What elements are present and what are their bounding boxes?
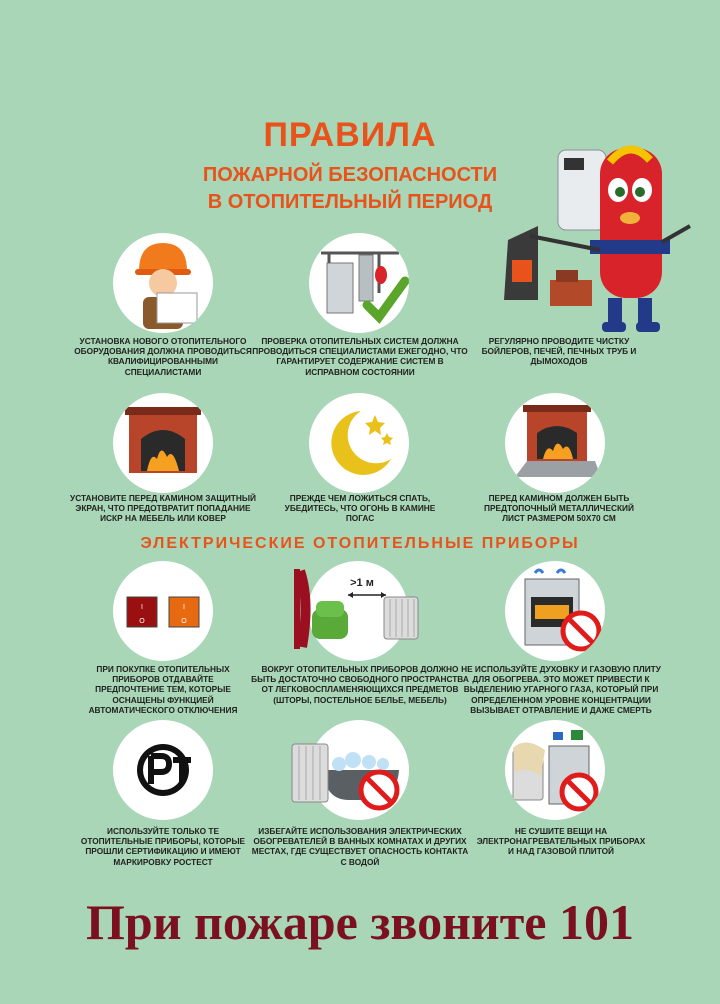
fireplace-icon — [113, 393, 213, 493]
oven-prohibited-icon — [505, 561, 605, 661]
fireplace-sheet-icon — [505, 393, 605, 493]
page-title: ПРАВИЛА — [263, 116, 437, 154]
caption-r1c3: РЕГУЛЯРНО ПРОВОДИТЕ ЧИСТКУ БОЙЛЕРОВ, ПЕЧЕЙ, ПЕЧНЫХ ТРУБ И ДЫМОХОДОВ — [481, 336, 637, 367]
switch-icon — [113, 561, 213, 661]
svg-text:O: O — [139, 618, 145, 625]
section-title: ЭЛЕКТРИЧЕСКИЕ ОТОПИТЕЛЬНЫЕ ПРИБОРЫ — [140, 535, 580, 552]
rostest-logo-icon — [113, 720, 213, 820]
subtitle-line-2: В ОТОПИТЕЛЬНЫЙ ПЕРИОД — [207, 191, 493, 213]
caption-r2c3: ПЕРЕД КАМИНОМ ДОЛЖЕН БЫТЬ ПРЕДТОПОЧНЫЙ МЕТАЛЛИЧЕСКИЙ ЛИСТ РАЗМЕРОМ 50X70 СМ — [484, 493, 634, 524]
drying-prohibited-icon — [505, 720, 605, 820]
caption-r1c1: УСТАНОВКА НОВОГО ОТОПИТЕЛЬНОГО ОБОРУДОВАНИЯ ДОЛЖНА ПРОВОДИТЬСЯ КВАЛИФИЦИРОВАННЫМИ СПЕЦИАЛИСТАМИ — [74, 336, 252, 377]
bath-heater-icon — [290, 740, 334, 810]
mascot-icon — [490, 130, 710, 340]
caption-r4c3: НЕ СУШИТЕ ВЕЩИ НА ЭЛЕКТРОНАГРЕВАТЕЛЬНЫХ ПРИБОРАХ И НАД ГАЗОВОЙ ПЛИТОЙ — [476, 826, 646, 857]
svg-text:O: O — [181, 618, 187, 625]
distance-label: >1 м — [350, 577, 374, 589]
subtitle-line-1: ПОЖАРНОЙ БЕЗОПАСНОСТИ — [202, 164, 498, 186]
caption-r2c2: ПРЕЖДЕ ЧЕМ ЛОЖИТЬСЯ СПАТЬ, УБЕДИТЕСЬ, ЧТО ОГОНЬ В КАМИНЕ ПОГАС — [284, 493, 436, 524]
worker-icon — [113, 233, 213, 333]
caption-r2c1: УСТАНОВИТЕ ПЕРЕД КАМИНОМ ЗАЩИТНЫЙ ЭКРАН, ЧТО ПРЕДОТВРАТИТ ПОПАДАНИЕ ИСКР НА МЕБЕЛЬ ИЛИ КОВЕР — [70, 493, 256, 524]
caption-r3c2: ВОКРУГ ОТОПИТЕЛЬНЫХ ПРИБОРОВ ДОЛЖНО БЫТЬ ДОСТАТОЧНО СВОБОДНОГО ПРОСТРАНСТВА ОТ ЛЕГКОВОСПЛАМЕНЯЮЩИХСЯ ПРЕДМЕТОВ (ШТОРЫ, ПОСТЕЛЬНОЕ БЕЛЬЕ, МЕБЕЛЬ) — [251, 664, 469, 705]
caption-r4c1: ИСПОЛЬЗУЙТЕ ТОЛЬКО ТЕ ОТОПИТЕЛЬНЫЕ ПРИБОРЫ, КОТОРЫЕ ПРОШЛИ СЕРТИФИКАЦИЮ И ИМЕЮТ МАРКИРОВКУ РОСТЕСТ — [80, 826, 246, 867]
caption-r1c2: ПРОВЕРКА ОТОПИТЕЛЬНЫХ СИСТЕМ ДОЛЖНА ПРОВОДИТЬСЯ СПЕЦИАЛИСТАМИ ЕЖЕГОДНО, ЧТО ГАРАНТИРУЕТ СОДЕРЖАНИЕ СИСТЕМ В ИСПРАВНОМ СОСТОЯНИИ — [252, 336, 468, 377]
caption-r3c3: НЕ ИСПОЛЬЗУЙТЕ ДУХОВКУ И ГАЗОВУЮ ПЛИТУ ДЛЯ ОБОГРЕВА. ЭТО МОЖЕТ ПРИВЕСТИ К ВЫДЕЛЕНИЮ УГАРНОГО ГАЗА, КОТОРЫЙ ПРИ ОПРЕДЕЛЕННОМ УРОВНЕ КОНЦЕНТРАЦИИ ВЫЗЫВАЕТ ОТРАВЛЕНИЕ И ДАЖЕ СМЕРТЬ — [461, 664, 661, 715]
svg-text:I: I — [141, 604, 143, 611]
heater-distance-icon — [288, 561, 428, 661]
boiler-check-icon — [309, 233, 409, 333]
svg-text:I: I — [183, 604, 185, 611]
caption-r4c2: ИЗБЕГАЙТЕ ИСПОЛЬЗОВАНИЯ ЭЛЕКТРИЧЕСКИХ ОБОГРЕВАТЕЛЕЙ В ВАННЫХ КОМНАТАХ И ДРУГИХ МЕСТАХ, ГДЕ СУЩЕСТВУЕТ ОПАСНОСТЬ КОНТАКТА С ВОДОЙ — [251, 826, 469, 867]
moon-icon — [309, 393, 409, 493]
emergency-call-footer: При пожаре звоните 101 — [86, 894, 634, 950]
caption-r3c1: ПРИ ПОКУПКЕ ОТОПИТЕЛЬНЫХ ПРИБОРОВ ОТДАВАЙТЕ ПРЕДПОЧТЕНИЕ ТЕМ, КОТОРЫЕ ОСНАЩЕНЫ ФУНКЦИЕЙ АВТОМАТИЧЕСКОГО ОТКЛЮЧЕНИЯ — [88, 664, 238, 715]
